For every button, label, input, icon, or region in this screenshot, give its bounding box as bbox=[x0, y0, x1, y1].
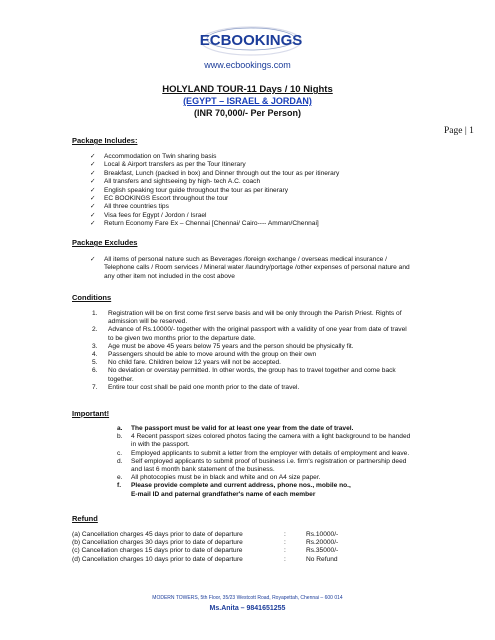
important-line: 4 Recent passport sizes colored photos facing the camera with a light background to be handed bbox=[131, 433, 411, 441]
exclude-item bbox=[90, 256, 450, 281]
exclude-line: Telephone calls / Room services / Mineral water /laundry/portage /other expenses of personal nature and bbox=[104, 264, 410, 272]
include-item: ✓ EC BOOKINGS Escort throughout the tour bbox=[90, 195, 339, 203]
important-line: Self employed applicants to submit proof of business i.e. firm's registration or partnership deed bbox=[131, 457, 407, 465]
tour-price: (INR 70,000/- Per Person) bbox=[193, 108, 302, 118]
condition-line: Age must be above 45 years below 75 years and the person should be physically fit. bbox=[108, 342, 354, 350]
condition-item bbox=[92, 326, 442, 342]
package-excludes-list bbox=[90, 256, 450, 281]
condition-number: 7. bbox=[92, 383, 98, 391]
condition-line: Passengers should be able to move around with the group on their own bbox=[108, 351, 317, 359]
footer-address: MODERN TOWERS, 5th Floor, 35/23 Westcott Road, Royapettah, Chennai – 600 014 bbox=[152, 595, 343, 601]
important-item bbox=[117, 433, 445, 449]
condition-line: to be given two months prior to the departure date. bbox=[108, 334, 256, 342]
condition-item bbox=[92, 384, 442, 392]
important-line: and last 6 month bank statement of the business. bbox=[131, 466, 275, 474]
refund-separator: : bbox=[284, 539, 286, 547]
include-item: ✓ All three countries tips bbox=[90, 203, 339, 211]
refund-row bbox=[72, 539, 402, 547]
condition-item bbox=[92, 343, 442, 351]
exclude-line: All items of personal nature such as Beverages /foreign exchange / overseas medical insurance / bbox=[104, 256, 387, 263]
important-item bbox=[117, 425, 445, 433]
condition-line: Advance of Rs.10000/- together with the original passport with a validity of one year from date of travel bbox=[108, 326, 407, 334]
refund-description: (b) Cancellation charges 30 days prior to date of departure bbox=[72, 539, 243, 547]
tour-title: HOLYLAND TOUR-11 Days / 10 Nights bbox=[162, 84, 333, 95]
conditions-list bbox=[92, 310, 442, 392]
important-item bbox=[117, 482, 445, 498]
include-item: ✓ English speaking tour guide throughout the tour as per itinerary bbox=[90, 187, 339, 195]
important-heading: Important! bbox=[72, 409, 110, 418]
condition-item bbox=[92, 310, 442, 326]
condition-line: together. bbox=[108, 375, 134, 383]
important-letter: d. bbox=[117, 457, 123, 465]
refund-row bbox=[72, 531, 402, 539]
condition-number: 4. bbox=[92, 351, 98, 359]
package-includes-list bbox=[90, 153, 339, 229]
refund-description: (c) Cancellation charges 15 days prior to date of departure bbox=[72, 547, 243, 555]
refund-row bbox=[72, 547, 402, 555]
condition-line: Entire tour cost shall be paid one month prior to the date of travel. bbox=[108, 383, 300, 391]
condition-line: admission will be reserved. bbox=[108, 318, 188, 326]
condition-number: 2. bbox=[92, 326, 98, 334]
refund-table bbox=[72, 531, 402, 564]
condition-number: 5. bbox=[92, 359, 98, 367]
include-item: ✓ Accommodation on Twin sharing basis bbox=[90, 153, 339, 161]
condition-item bbox=[92, 367, 442, 383]
conditions-heading: Conditions bbox=[72, 293, 112, 302]
important-item bbox=[117, 450, 445, 458]
important-letter: b. bbox=[117, 433, 123, 441]
important-line: Employed applicants to submit a letter from the employer with details of employment and leave. bbox=[131, 449, 410, 457]
refund-separator: : bbox=[284, 547, 286, 555]
footer-contact: Ms.Anita – 9841651255 bbox=[209, 605, 286, 612]
condition-item bbox=[92, 351, 442, 359]
condition-number: 1. bbox=[92, 310, 98, 317]
package-includes-heading: Package Includes: bbox=[72, 136, 138, 145]
important-line: in with the passport. bbox=[131, 441, 190, 449]
important-list bbox=[117, 425, 445, 499]
exclude-line: any other item not included in the cost above bbox=[104, 272, 235, 280]
refund-description: (a) Cancellation charges 45 days prior to date of departure bbox=[72, 531, 243, 538]
logo-text: ECBOOKINGS bbox=[199, 32, 303, 49]
refund-heading: Refund bbox=[72, 514, 98, 523]
important-line: The passport must be valid for at least one year from the date of travel. bbox=[131, 425, 354, 432]
important-letter: a. bbox=[117, 425, 123, 432]
important-letter: e. bbox=[117, 474, 123, 482]
condition-number: 3. bbox=[92, 342, 98, 350]
important-line: All photocopies must be in black and white and on A4 size paper. bbox=[131, 474, 321, 482]
important-letter: f. bbox=[117, 482, 122, 490]
refund-amount: No Refund bbox=[306, 555, 338, 563]
include-item: ✓ Local & Airport transfers as per the Tour Itinerary bbox=[90, 161, 339, 169]
condition-line: No child fare. Children below 12 years will not be accepted. bbox=[108, 359, 281, 367]
important-item bbox=[117, 458, 445, 474]
condition-line: Registration will be on first come first serve basis and will be only through the Parish Priest. Rights of bbox=[108, 310, 402, 317]
refund-separator: : bbox=[284, 555, 286, 563]
ecbookings-logo bbox=[196, 24, 306, 58]
tour-countries: (EGYPT – ISRAEL & JORDAN) bbox=[183, 96, 312, 106]
refund-separator: : bbox=[284, 531, 286, 538]
important-item bbox=[117, 474, 445, 482]
include-item: ✓ Visa fees for Egypt / Jordon / Israel bbox=[90, 212, 339, 220]
include-item: ✓ Breakfast, Lunch (packed in box) and Dinner through out the tour as per itinerary bbox=[90, 170, 339, 178]
package-excludes-heading: Package Excludes bbox=[72, 238, 138, 247]
include-item: ✓ Return Economy Fare Ex – Chennai [Chennai/ Cairo---- Amman/Chennai] bbox=[90, 220, 339, 228]
important-letter: c. bbox=[117, 449, 123, 457]
important-line: Please provide complete and current address, phone nos., mobile no., bbox=[131, 482, 351, 490]
refund-amount: Rs.20000/- bbox=[306, 539, 339, 547]
include-item: ✓ All transfers and sightseeing by high- tech A.C. coach bbox=[90, 178, 339, 186]
refund-row bbox=[72, 556, 402, 564]
refund-description: (d) Cancellation charges 10 days prior to date of departure bbox=[72, 555, 243, 563]
condition-line: No deviation or overstay permitted. In other words, the group has to travel together and come back bbox=[108, 367, 396, 375]
condition-number: 6. bbox=[92, 367, 98, 375]
refund-amount: Rs.35000/- bbox=[306, 547, 339, 555]
important-line: E-mail ID and paternal grandfather's name of each member bbox=[131, 490, 316, 498]
website-url[interactable]: www.ecbookings.com bbox=[204, 60, 291, 70]
condition-item bbox=[92, 359, 442, 367]
refund-amount: Rs.10000/- bbox=[306, 531, 339, 538]
page-number: Page | 1 bbox=[444, 126, 474, 136]
